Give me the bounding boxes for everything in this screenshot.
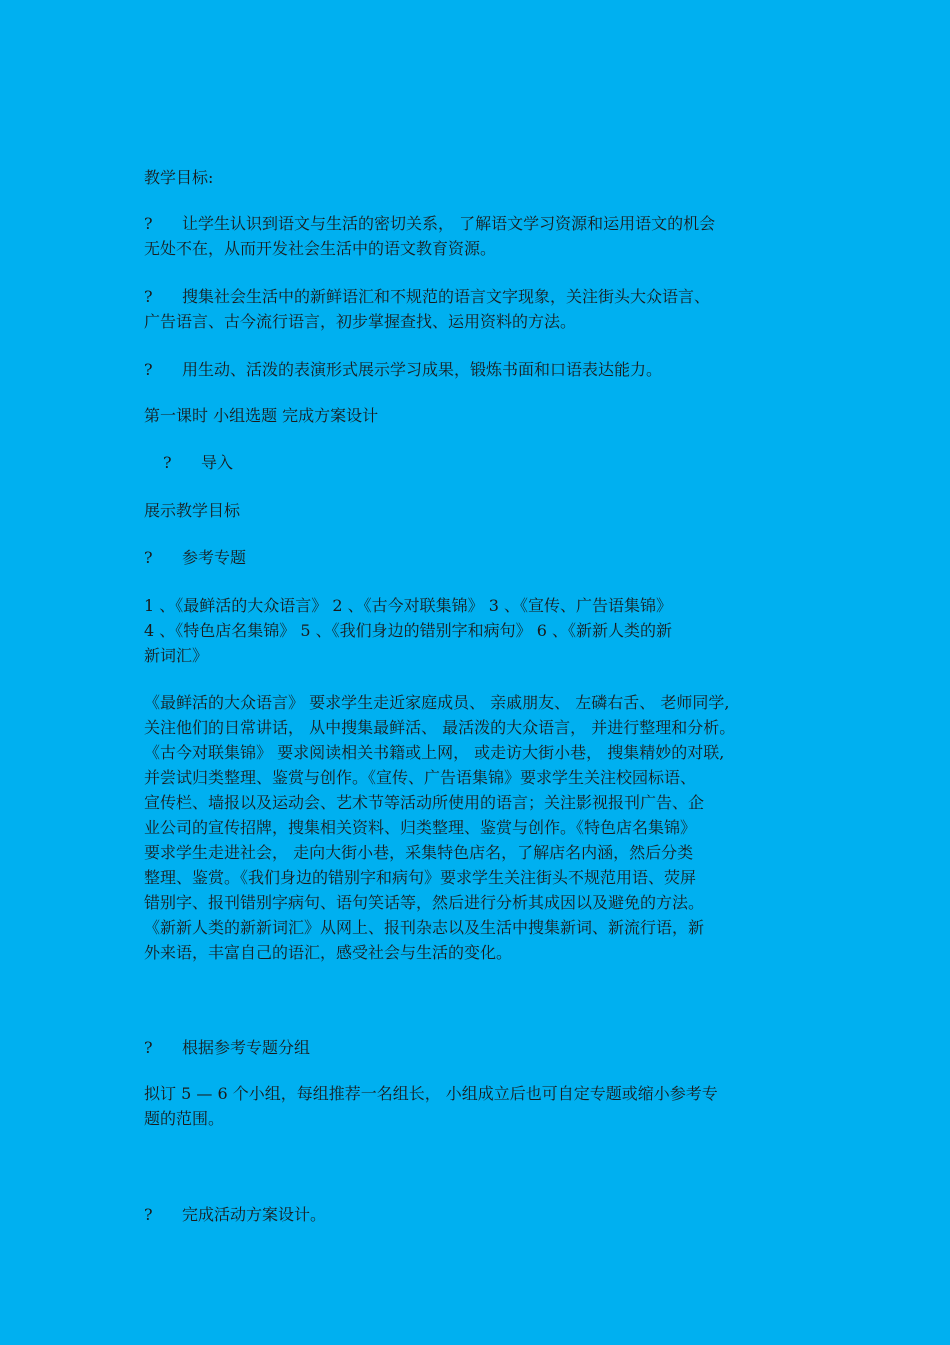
topics-line-1: 1 、《最鲜活的大众语言》 2 、《古今对联集锦》 3 、《宣传、广告语集锦》	[144, 596, 672, 615]
grouping-text	[144, 1081, 804, 1131]
intro-item	[163, 450, 823, 475]
description-line: 《新新人类的新新词汇》从网上、报刊杂志以及生活中搜集新词、新流行语，新	[144, 918, 705, 937]
description-line: 宣传栏、墙报以及运动会、艺术节等活动所使用的语言；关注影视报刊广告、企	[144, 793, 705, 812]
description-line: 关注他们的日常讲话， 从中搜集最鲜活、 最活泼的大众语言， 并进行整理和分析。	[144, 718, 736, 737]
goal-2-line-2: 广告语言、古今流行语言，初步掌握查找、运用资料的方法。	[144, 312, 577, 331]
description-line: 并尝试归类整理、鉴赏与创作。《宣传、广告语集锦》要求学生关注校园标语、	[144, 768, 697, 787]
bullet-marker: ?	[144, 360, 153, 379]
bullet-marker: ?	[144, 214, 153, 233]
heading-text: 教学目标:	[144, 168, 214, 187]
grouping-item	[144, 1035, 804, 1060]
intro-label: 导入	[201, 453, 234, 472]
bullet-marker: ?	[144, 287, 153, 306]
goal-item-3	[144, 357, 804, 382]
description-line: 要求学生走进社会， 走向大街小巷，采集特色店名，了解店名内涵，然后分类	[144, 843, 694, 862]
grouping-label: 根据参考专题分组	[182, 1038, 311, 1057]
description-line: 外来语，丰富自己的语汇，感受社会与生活的变化。	[144, 943, 513, 962]
bullet-marker: ?	[144, 548, 153, 567]
goal-item-2	[144, 284, 804, 334]
goal-item-1	[144, 211, 804, 261]
topics-line-3: 新词汇》	[144, 646, 209, 665]
description-line: 错别字、报刊错别字病句、语句笑话等，然后进行分析其成因以及避免的方法。	[144, 893, 705, 912]
topics-list	[144, 593, 804, 668]
description-line: 整理、鉴赏。《我们身边的错别字和病句》要求学生关注街头不规范用语、荧屏	[144, 868, 697, 887]
topics-line-2: 4 、《特色店名集锦》 5 、《我们身边的错别字和病句》 6 、《新新人类的新	[144, 621, 672, 640]
description-line: 《最鲜活的大众语言》 要求学生走近家庭成员、 亲戚朋友、 左磷右舌、 老师同学,	[144, 693, 730, 712]
goal-3-line-1: 用生动、活泼的表演形式展示学习成果，锻炼书面和口语表达能力。	[182, 360, 663, 379]
topics-description	[144, 690, 804, 965]
show-goals	[144, 498, 804, 523]
lesson-title	[144, 403, 804, 428]
topics-heading-label: 参考专题	[182, 548, 247, 567]
final-item	[144, 1202, 804, 1227]
goals-heading	[144, 165, 804, 190]
description-line: 《古今对联集锦》 要求阅读相关书籍或上网， 或走访大街小巷， 搜集精妙的对联,	[144, 743, 725, 762]
bullet-marker: ?	[163, 453, 172, 472]
goal-2-line-1: 搜集社会生活中的新鲜语汇和不规范的语言文字现象，关注街头大众语言、	[182, 287, 711, 306]
goal-1-line-1: 让学生认识到语文与生活的密切关系， 了解语文学习资源和运用语文的机会	[182, 214, 716, 233]
grouping-line-2: 题的范围。	[144, 1109, 225, 1128]
grouping-line-1: 拟订 5 — 6 个小组，每组推荐一名组长， 小组成立后也可自定专题或缩小参考专	[144, 1084, 718, 1103]
show-goals-text: 展示教学目标	[144, 501, 241, 520]
final-label: 完成活动方案设计。	[182, 1205, 327, 1224]
goal-1-line-2: 无处不在，从而开发社会生活中的语文教育资源。	[144, 239, 497, 258]
lesson-title-text: 第一课时 小组选题 完成方案设计	[144, 406, 379, 425]
topics-heading	[144, 545, 804, 570]
bullet-marker: ?	[144, 1038, 153, 1057]
bullet-marker: ?	[144, 1205, 153, 1224]
description-line: 业公司的宣传招牌，搜集相关资料、归类整理、鉴赏与创作。《特色店名集锦》	[144, 818, 697, 837]
